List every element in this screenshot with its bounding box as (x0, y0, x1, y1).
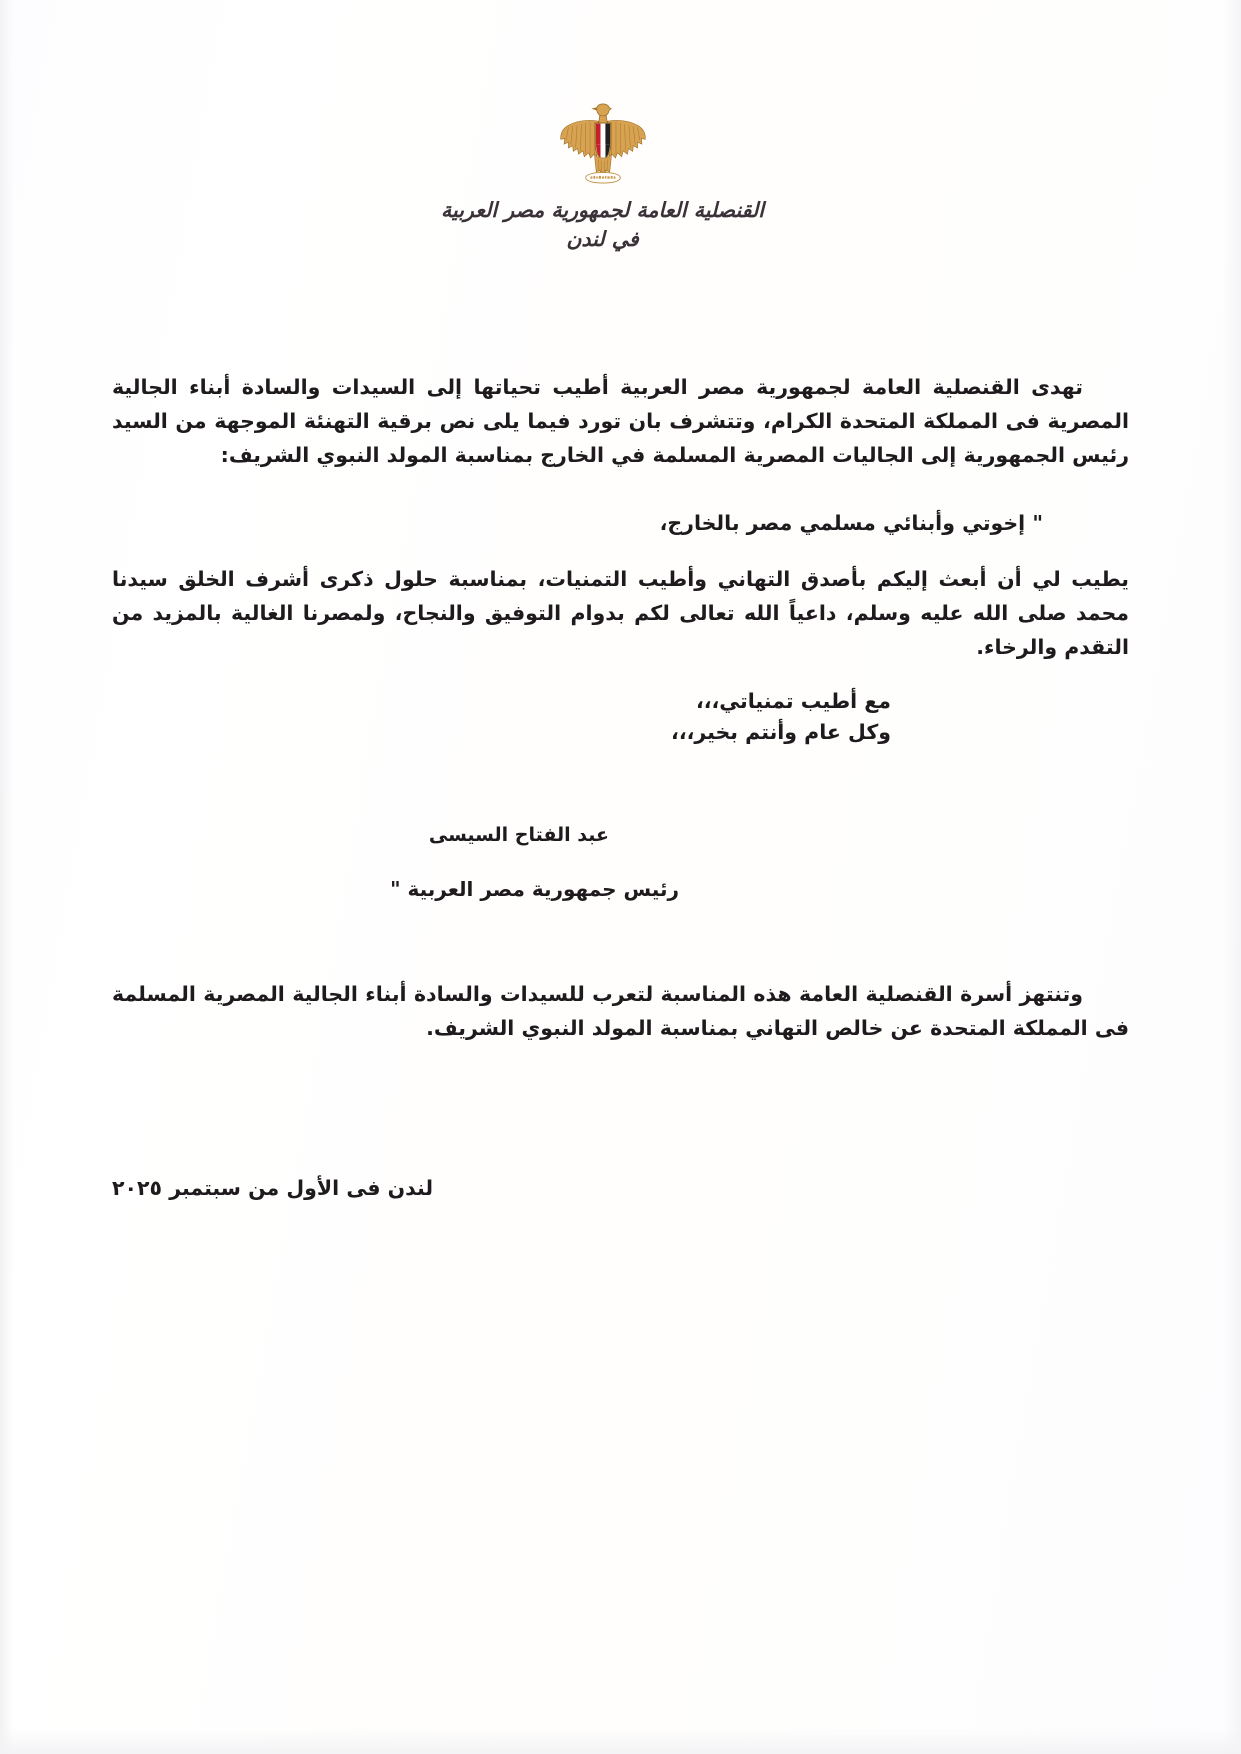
scan-edge-right (1223, 0, 1241, 1754)
letterhead-line-1: القنصلية العامة لجمهورية مصر العربية (441, 198, 764, 222)
letterhead (0, 196, 1241, 254)
emblem-container (0, 100, 1241, 196)
letter-body (112, 370, 1129, 1045)
signature-title: رئيس جمهورية مصر العربية " (390, 876, 679, 901)
quote-salutation: " إخوتي وأبنائي مسلمي مصر بالخارج، (659, 511, 1043, 536)
intro-paragraph: تهدى القنصلية العامة لجمهورية مصر العربية أطيب تحياتها إلى السيدات والسادة أبناء الجالية المصرية فى المملكة المتحدة الكرام، وتتشرف بان تورد فيما يلى نص برقية التهنئة الموجهة من السيد رئيس الجمهورية إلى الجاليات المصرية المسلمة في الخارج بمناسبة المولد النبوي الشريف: (112, 375, 1129, 468)
closing-line-2: وكل عام وأنتم بخير،،، (671, 720, 891, 745)
scan-edge-bottom (0, 1728, 1241, 1754)
scan-edge-left (0, 0, 14, 1754)
date-line: لندن فى الأول من سبتمبر ٢٠٢٥ (112, 1176, 434, 1200)
date-footer (112, 1172, 1129, 1205)
eagle-of-saladin-icon (549, 100, 657, 196)
signature-name: عبد الفتاح السيسى (428, 824, 609, 847)
closing-line-1: مع أطيب تمنياتي،،، (695, 689, 891, 714)
outro-paragraph: وتنتهز أسرة القنصلية العامة هذه المناسبة لتعرب للسيدات والسادة أبناء الجالية المصرية المسلمة فى المملكة المتحدة عن خالص التهاني بمناسبة المولد النبوي الشريف. (112, 981, 1129, 1040)
letterhead-line-2: في لندن (566, 227, 639, 252)
quote-body-paragraph: يطيب لي أن أبعث إليكم بأصدق التهاني وأطيب التمنيات، بمناسبة حلول ذكرى أشرف الخلق سيدنا محمد صلى الله عليه وسلم، داعياً الله تعالى لكم بدوام التوفيق والنجاح، ولمصرنا الغالية بالمزيد من التقدم والرخاء. (112, 567, 1129, 660)
